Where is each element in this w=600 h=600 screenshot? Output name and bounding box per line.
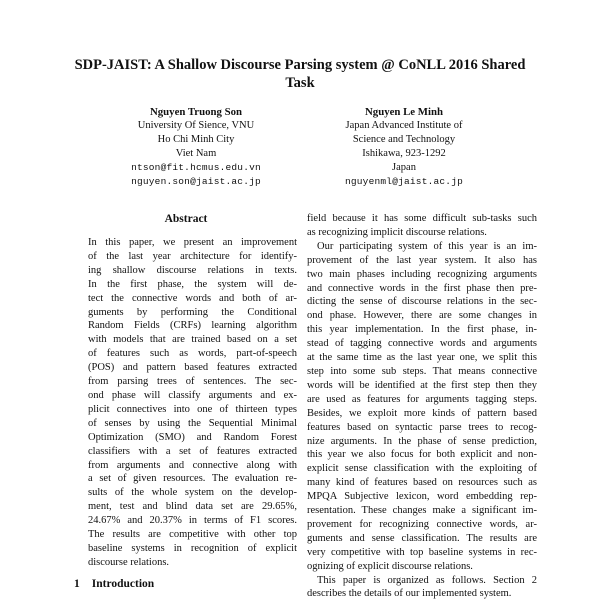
text-line: nize arguments. In the phase of sense prediction, xyxy=(307,435,537,447)
affiliation-line: Viet Nam xyxy=(175,148,217,159)
text-line: from arguments and connective along with xyxy=(88,459,297,471)
text-line: guments and sense classification. The results are xyxy=(307,532,537,544)
email-address: ntson@fit.hcmus.edu.vn xyxy=(131,162,261,173)
author-block-2 xyxy=(284,105,524,189)
text-line: step into some sub steps. That means connective xyxy=(307,365,537,377)
text-line: at the same time as the last year one, we split this xyxy=(307,352,537,364)
text-line: plicit connectives into one of thirteen types xyxy=(88,403,297,415)
text-line: many kind of features based on resources such as xyxy=(307,477,537,489)
text-line: very competitive with top baseline systems in rec- xyxy=(307,546,537,558)
text-line: describes the details of our implemented system. xyxy=(307,588,512,600)
text-line: provement for recognizing connective words, ar- xyxy=(307,518,537,530)
text-line: of senses by using the Sequential Minimal xyxy=(88,417,297,429)
text-line: sults of the whole system on the develop- xyxy=(88,487,297,499)
text-line: of the last year architecture for identify- xyxy=(88,250,297,262)
text-line: are used as features for arguments tagging steps. xyxy=(307,393,537,405)
text-line: field because it has some difficult sub-tasks such xyxy=(307,213,537,224)
text-line: Besides, we exploit more kinds of pattern based xyxy=(307,407,537,419)
affiliation-line: Ho Chi Minh City xyxy=(157,134,235,145)
text-line: resentation. These changes make a significant im- xyxy=(307,505,537,517)
text-line: features based on syntactic parse trees to recog- xyxy=(307,421,537,433)
text-line: 24.67% and 20.37% in terms of F1 scores. xyxy=(88,515,297,527)
text-line: stead of tagging connective words and arguments xyxy=(307,338,537,350)
text-line: provement of the last year system. It also has xyxy=(307,254,537,266)
text-line: this year we also focus for both explicit and non- xyxy=(307,449,537,461)
affiliation-line: Science and Technology xyxy=(352,134,456,145)
text-line: and connective words in the first phase then pre- xyxy=(307,282,537,294)
text-line: (POS) and pattern based features extracted xyxy=(88,362,297,374)
text-line: a set of given resources. The evaluation re- xyxy=(88,473,297,485)
text-line: as recognizing implicit discourse relations. xyxy=(307,226,487,238)
section-number: 1 xyxy=(74,577,80,590)
email-address: nguyenml@jaist.ac.jp xyxy=(344,176,464,187)
text-line: ognizing of explicit discourse relations. xyxy=(307,560,473,572)
text-line: MPQA Subjective lexicon, word embedding rep- xyxy=(307,491,537,503)
text-line: ing shallow discourse relations in texts. xyxy=(88,264,297,276)
paper-title-line1: SDP-JAIST: A Shallow Discourse Parsing system @ CoNLL 2016 Shared xyxy=(74,57,526,73)
author-name: Nguyen Le Minh xyxy=(365,106,443,118)
text-line: two main phases including recognizing arguments xyxy=(307,268,537,280)
text-line: classifiers with a set of features extracted xyxy=(88,445,297,457)
author-block-1 xyxy=(76,105,316,189)
author-name: Nguyen Truong Son xyxy=(149,106,242,118)
text-line: with models that are trained based on a set xyxy=(88,334,297,346)
paper-title-line2: Task xyxy=(285,74,315,91)
right-column xyxy=(307,212,537,600)
paper-title xyxy=(40,57,560,92)
text-line: this year implementation. In the first phase, in- xyxy=(307,324,537,336)
affiliation-line: Japan Advanced Institute of xyxy=(345,120,463,131)
affiliation-line: University Of Sience, VNU xyxy=(137,120,255,131)
text-line: from parsing trees of sentences. The sec- xyxy=(88,376,297,388)
left-column xyxy=(74,212,298,592)
text-line: This paper is organized as follows. Section 2 xyxy=(317,574,537,586)
text-line: Optimization (SMO) and Random Forest xyxy=(88,431,297,443)
section-heading-introduction xyxy=(74,577,298,592)
section-title: Introduction xyxy=(91,577,155,590)
text-line: explicit sense classification with the exploiting of xyxy=(307,463,537,475)
text-line: ond phase. However, there are some changes in xyxy=(307,310,537,322)
email-address: nguyen.son@jaist.ac.jp xyxy=(131,176,261,187)
abstract-body xyxy=(88,236,297,570)
text-line: ond phase will classify arguments and ex- xyxy=(88,389,297,401)
text-line: In the first phase, the system will de- xyxy=(88,278,297,290)
text-line: ment, test and blind data set are 29.65%, xyxy=(88,501,297,513)
text-line: tect the connective words and both of ar- xyxy=(88,292,297,304)
text-line: baseline systems in recognition of explicit xyxy=(88,542,297,554)
text-line: Our participating system of this year is an im- xyxy=(317,240,537,252)
text-line: dicting the sense of discourse relations in the sec- xyxy=(307,296,537,308)
text-line: of features such as words, part-of-speech xyxy=(88,348,297,360)
text-line: words will be identified at the first step then they xyxy=(307,379,537,391)
text-line: discourse relations. xyxy=(88,556,170,568)
text-line: The results are competitive with other top xyxy=(88,529,297,541)
text-line: Random Fields (CRFs) learning algorithm xyxy=(88,320,297,332)
abstract-heading: Abstract xyxy=(164,213,208,225)
affiliation-line: Japan xyxy=(392,162,416,173)
text-line: In this paper, we present an improvement xyxy=(88,237,297,248)
affiliation-line: Ishikawa, 923-1292 xyxy=(362,148,446,159)
text-line: guments by performing the Conditional xyxy=(88,306,297,318)
